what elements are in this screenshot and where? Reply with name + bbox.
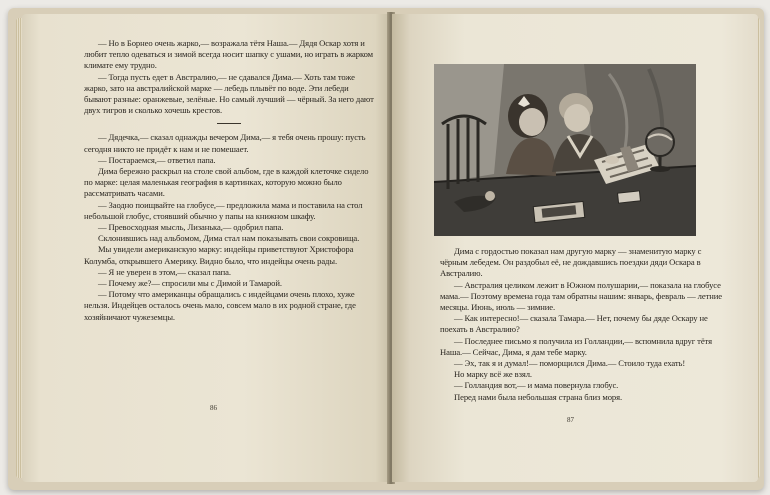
paragraph: — Потому что американцы обращались с индейцами очень плохо, хуже нельзя. Индейцев осталось очень мало, совсем мало в их родной стране, где хозяйничают чужеземцы. — [84, 289, 356, 322]
illustration-image — [434, 64, 696, 236]
paragraph: — Заодно поищвайте на глобусе,— предложила мама и поставила на стол небольшой глобус, стоявший обычно у папы на книжном шкафу. — [84, 199, 363, 221]
paragraph: — Я не уверен в этом,— сказал папа. — [98, 266, 231, 277]
paragraph: Перед нами была небольшая страна близ моря. — [454, 391, 623, 402]
left-page-text — [84, 38, 374, 323]
left-page — [22, 14, 390, 482]
paragraph: — Дядечка,— сказал однажды вечером Дима,— я тебя очень прошу: пусть сегодня никто не придёт к нам и не помешает. — [84, 132, 366, 154]
section-divider — [217, 123, 241, 124]
right-page — [392, 14, 758, 482]
paragraph: — Австралия целиком лежит в Южном полушарии,— показала на глобусе мама.— Поэтому времена года там обратны нашим: январь, февраль — летние месяцы. Июнь, июль — зимние. — [440, 279, 722, 313]
paragraph: — Но в Борнео очень жарко,— возражала тётя Наша.— Дядя Оскар хотя и любит тепло одеваться и зимой всегда носит шапку с ушами, но играть в жарком климате ему трудно. — [84, 38, 373, 71]
paragraph: — Превосходная мысль, Лизанька,— одобрил папа. — [98, 222, 284, 233]
right-page-text — [440, 246, 726, 403]
paragraph: Мы увидели американскую марку: индейцы приветствуют Христофора Колумба, открывшего Америку. Видно было, что индейцы очень рады. — [84, 244, 354, 266]
paragraph: Склонившись над альбомом, Дима стал нам показывать свои сокровища. — [98, 233, 360, 244]
paragraph: — Как интересно!— сказала Тамара.— Нет, почему бы дяде Оскару не поехать в Австралию? — [440, 313, 708, 335]
paragraph: — Почему же?— спросили мы с Димой и Тамарой. — [98, 278, 282, 289]
paragraph: — Эх, так я и думал!— поморщился Дима.— Стоило туда ехать! — [454, 358, 686, 369]
open-book — [8, 8, 764, 490]
paragraph: — Постараемся,— ответил папа. — [98, 154, 216, 165]
page-number-left: 86 — [210, 404, 217, 412]
paragraph: — Тогда пусть едет в Австралию,— не сдавался Дима.— Хоть там тоже жарко, зато на австралийской марке — лебедь плывёт по воде. Эти лебеди бывают разные: оранжевые, зелёные. Но самый лучший — чёрный. За него дают двух тигров и сколько хочешь крестов. — [84, 71, 374, 116]
paragraph: — Голландия вот,— и мама повернула глобус. — [454, 380, 619, 391]
paragraph: Дима бережно раскрыл на столе свой альбом, где в каждой клеточке сидело по марке: целая маленькая география в картинках, которую можно было рассматривать часами. — [84, 166, 369, 199]
paragraph: Но марку всё же взял. — [454, 369, 532, 380]
page-number-right: 87 — [567, 416, 574, 424]
paragraph: Дима с гордостью показал нам другую марку — знаменитую марку с чёрным лебедем. Он раздобыл её, не дождавшись поездки дяди Оскара в Австралию. — [440, 246, 702, 279]
paragraph: — Последнее письмо я получила из Голландии,— вспомнила вдруг тётя Наша.— Сейчас, Дима, я дам тебе марку. — [440, 335, 712, 357]
illustration-children-with-stamp-album — [434, 64, 696, 236]
